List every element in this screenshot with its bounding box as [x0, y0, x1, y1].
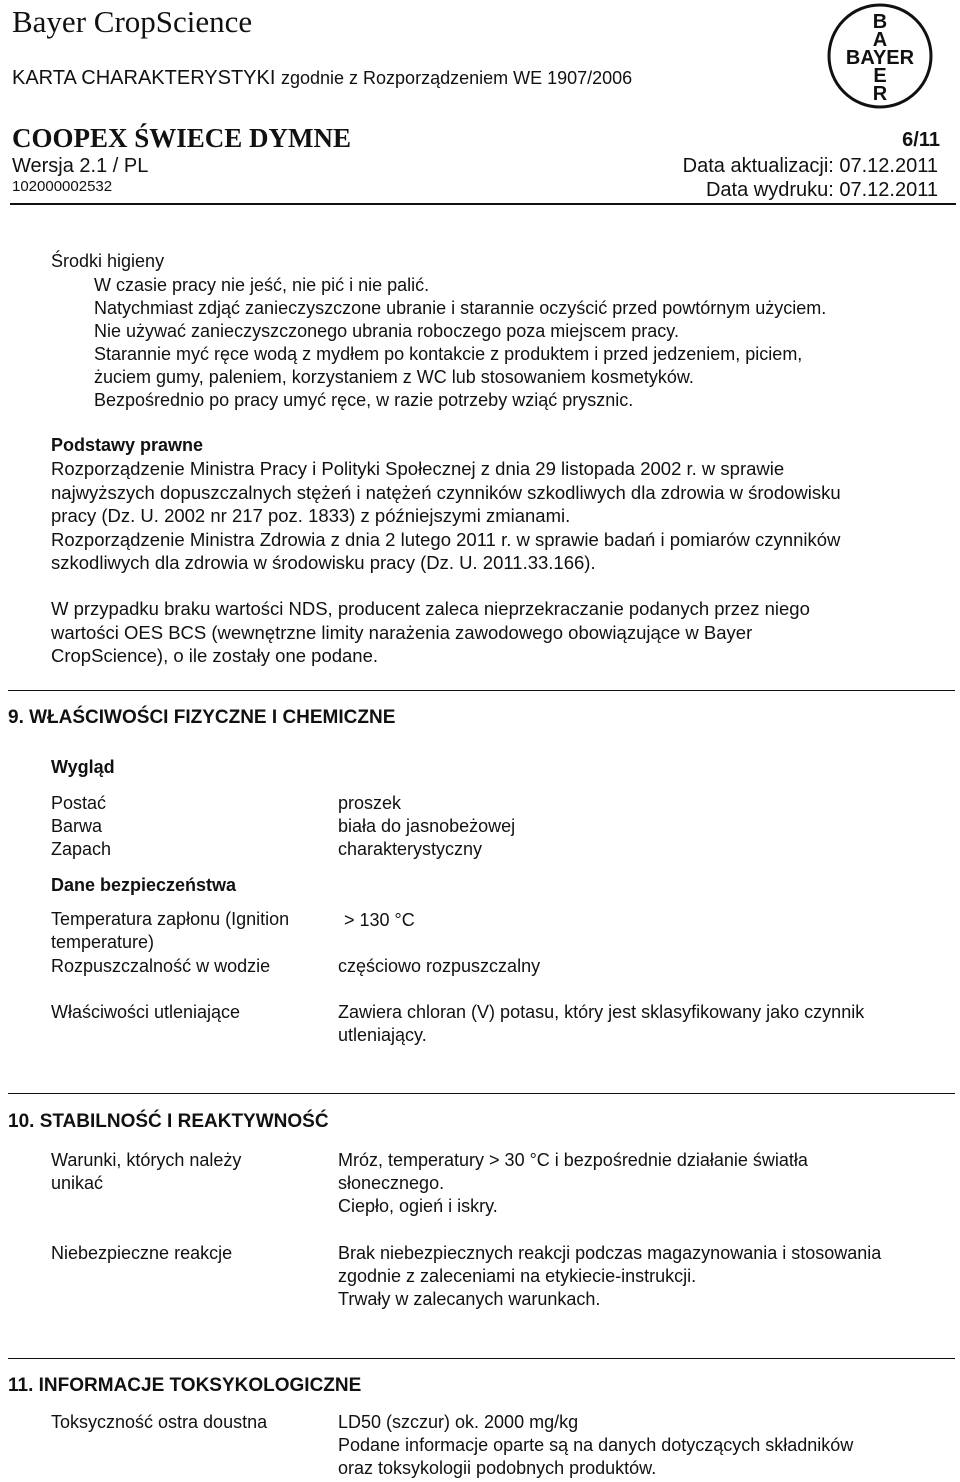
conditions-label-line: unikać: [51, 1173, 104, 1193]
version: Wersja 2.1 / PL: [12, 155, 149, 177]
legal-text: [51, 457, 841, 575]
section-11-title: 11. INFORMACJE TOKSYKOLOGICZNE: [8, 1375, 362, 1396]
legal-line: najwyższych dopuszczalnych stężeń i natężeń czynników szkodliwych dla zdrowia w środowisku: [51, 481, 841, 503]
color-label: Barwa: [51, 816, 103, 836]
form-value: proszek: [338, 793, 402, 813]
document-type-regulation: zgodnie z Rozporządzeniem WE 1907/2006: [280, 68, 633, 88]
appearance-labels: [51, 792, 111, 861]
logo-letter-r: R: [872, 83, 888, 105]
conditions-value-line: Mróz, temperatury > 30 °C i bezpośrednie działanie światła: [338, 1150, 808, 1170]
hygiene-line: Nie używać zanieczyszczonego ubrania roboczego poza miejscem pracy.: [94, 321, 679, 341]
legal-title: Podstawy prawne: [51, 435, 204, 455]
section-10-divider: [8, 1093, 955, 1094]
solubility-value: częściowo rozpuszczalny: [338, 956, 541, 976]
oxidizing-value-line: utleniający.: [338, 1025, 427, 1045]
document-type: [12, 66, 632, 90]
legal-line: szkodliwych dla zdrowia w środowisku pracy (Dz. U. 2011.33.166).: [51, 552, 596, 573]
nds-line: CropScience), o ile zostały one podane.: [51, 645, 379, 666]
section-10-title: 10. STABILNOŚĆ I REAKTYWNOŚĆ: [8, 1111, 329, 1132]
page-number: 6/11: [902, 129, 940, 151]
conditions-label-line: Warunki, których należy: [51, 1150, 242, 1170]
color-value: biała do jasnobeżowej: [338, 816, 516, 836]
conditions-value-line: Ciepło, ogień i iskry.: [338, 1196, 498, 1216]
print-date: Data wydruku: 07.12.2011: [705, 179, 938, 201]
hazardous-reactions-value: [338, 1242, 881, 1311]
appearance-values: [338, 792, 515, 861]
oxidizing-label: Właściwości utleniające: [51, 1002, 241, 1022]
hazard-value-line: Brak niebezpiecznych reakcji podczas magazynowania i stosowania: [338, 1243, 882, 1263]
solubility-label: Rozpuszczalność w wodzie: [51, 956, 271, 976]
oral-toxicity-line: Podane informacje oparte są na danych dotyczących składników: [338, 1435, 854, 1455]
form-label: Postać: [51, 793, 107, 813]
hygiene-list: [94, 274, 826, 412]
conditions-to-avoid-label: [51, 1149, 241, 1195]
logo-letter-e: E: [873, 65, 887, 87]
conditions-value-line: słonecznego.: [338, 1173, 445, 1193]
logo-letter-a: A: [872, 29, 888, 51]
hazard-value-line: Trwały w zalecanych warunkach.: [338, 1289, 601, 1309]
hygiene-line: Natychmiast zdjąć zanieczyszczone ubranie i starannie oczyścić przed powtórnym użyciem.: [94, 298, 827, 318]
bayer-logo: [826, 2, 934, 110]
legal-line: pracy (Dz. U. 2002 nr 217 poz. 1833) z późniejszymi zmianami.: [51, 505, 571, 526]
header-divider: [10, 203, 956, 205]
flash-point-value: > 130 °C: [344, 910, 415, 930]
document-type-main: KARTA CHARAKTERYSTYKI: [12, 67, 276, 89]
oral-toxicity-line: oraz toksykologii podobnych produktów.: [338, 1458, 657, 1478]
oxidizing-value: [338, 1001, 864, 1047]
nds-line: W przypadku braku wartości NDS, producent zaleca nieprzekraczanie podanych przez niego: [51, 598, 810, 619]
hygiene-title: Środki higieny: [51, 251, 165, 271]
section-9-divider: [8, 690, 955, 691]
logo-word-bayer: BAYER: [845, 47, 915, 69]
product-name: COOPEX ŚWIECE DYMNE: [12, 123, 352, 153]
oral-toxicity-label: Toksyczność ostra doustna: [51, 1412, 268, 1432]
flash-point-label-line: Temperatura zapłonu (Ignition: [51, 909, 290, 929]
legal-line: Rozporządzenie Ministra Zdrowia z dnia 2 lutego 2011 r. w sprawie badań i pomiarów czynników: [51, 528, 841, 550]
nds-line: wartości OES BCS (wewnętrzne limity narażenia zawodowego obowiązujące w Bayer: [51, 621, 753, 643]
section-11-divider: [8, 1358, 955, 1359]
update-date: Data aktualizacji: 07.12.2011: [682, 155, 938, 177]
hygiene-line: Starannie myć ręce wodą z mydłem po kontakcie z produktem i przed jedzeniem, piciem,: [94, 344, 803, 364]
logo-letter-b: B: [872, 11, 888, 33]
oxidizing-value-line: Zawiera chloran (V) potasu, który jest sklasyfikowany jako czynnik: [338, 1002, 865, 1022]
conditions-to-avoid-value: [338, 1149, 808, 1218]
hazardous-reactions-label: Niebezpieczne reakcje: [51, 1243, 233, 1263]
odor-label: Zapach: [51, 839, 112, 859]
hygiene-line: żuciem gumy, paleniem, korzystaniem z WC lub stosowaniem kosmetyków.: [94, 367, 694, 387]
odor-value: charakterystyczny: [338, 839, 483, 859]
hazard-value-line: zgodnie z zaleceniami na etykiecie-instrukcji.: [338, 1266, 697, 1286]
oral-toxicity-line: LD50 (szczur) ok. 2000 mg/kg: [338, 1412, 579, 1432]
hygiene-line: W czasie pracy nie jeść, nie pić i nie palić.: [94, 275, 430, 295]
company-name: Bayer CropScience: [12, 4, 253, 39]
appearance-title: Wygląd: [51, 757, 115, 777]
section-9-title: 9. WŁAŚCIWOŚCI FIZYCZNE I CHEMICZNE: [8, 707, 396, 728]
nds-note: [51, 597, 810, 668]
safety-data-title: Dane bezpieczeństwa: [51, 875, 237, 895]
legal-line: Rozporządzenie Ministra Pracy i Polityki Społecznej z dnia 29 listopada 2002 r. w sprawie: [51, 458, 785, 479]
document-number: 102000002532: [12, 178, 113, 195]
flash-point-label-line: temperature): [51, 932, 155, 952]
oral-toxicity-value: [338, 1411, 853, 1480]
flash-point-label: [51, 908, 289, 954]
hygiene-line: Bezpośrednio po pracy umyć ręce, w razie potrzeby wziąć prysznic.: [94, 390, 634, 410]
